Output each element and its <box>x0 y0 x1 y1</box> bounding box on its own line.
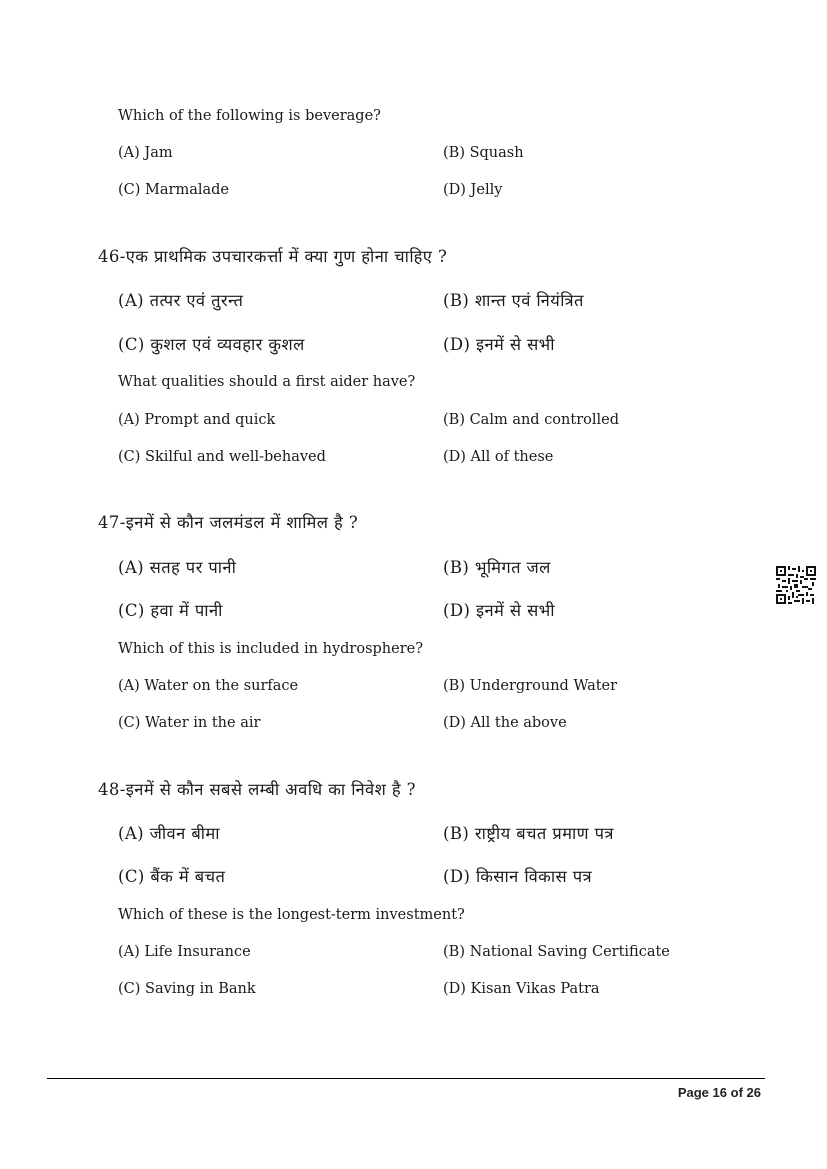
page-number-footer <box>678 1085 761 1100</box>
of-label: of <box>730 1085 743 1100</box>
q46-option-a-hi: (A) तत्पर एवं तुरन्त <box>118 291 244 310</box>
q48-option-d-hi: (D) किसान विकास पत्र <box>443 867 592 886</box>
q46-option-d-en: (D) All of these <box>443 449 554 465</box>
q47-option-a-en: (A) Water on the surface <box>118 678 299 694</box>
q48-option-c-hi: (C) बैंक में बचत <box>118 867 226 886</box>
q48-option-a-hi: (A) जीवन बीमा <box>118 824 220 843</box>
footer-divider <box>47 1078 765 1079</box>
page-number: 16 <box>712 1085 727 1100</box>
q48-option-d-en: (D) Kisan Vikas Patra <box>443 981 600 997</box>
q45-option-b-en: (B) Squash <box>443 145 524 161</box>
q45-option-d-en: (D) Jelly <box>443 182 503 198</box>
q47-option-b-hi: (B) भूमिगत जल <box>443 558 551 577</box>
q46-option-c-en: (C) Skilful and well-behaved <box>118 449 326 465</box>
q47-option-c-en: (C) Water in the air <box>118 715 261 731</box>
q46-question-en: What qualities should a first aider have? <box>118 374 416 390</box>
q45-question-en: Which of the following is beverage? <box>118 108 381 124</box>
qr-code-icon <box>776 566 816 604</box>
q47-option-c-hi: (C) हवा में पानी <box>118 601 223 620</box>
total-pages: 26 <box>746 1085 761 1100</box>
q47-option-b-en: (B) Underground Water <box>443 678 618 694</box>
q48-option-a-en: (A) Life Insurance <box>118 944 251 960</box>
q47-option-a-hi: (A) सतह पर पानी <box>118 558 237 577</box>
page-label: Page <box>677 1085 709 1100</box>
q45-option-a-en: (A) Jam <box>118 145 173 161</box>
q48-option-b-en: (B) National Saving Certificate <box>443 944 670 960</box>
q46-option-d-hi: (D) इनमें से सभी <box>443 335 555 354</box>
q45-option-c-en: (C) Marmalade <box>118 182 229 198</box>
q47-question-hi: 47-इनमें से कौन जलमंडल में शामिल है ? <box>98 513 359 532</box>
q46-option-a-en: (A) Prompt and quick <box>118 412 276 428</box>
q47-option-d-hi: (D) इनमें से सभी <box>443 601 555 620</box>
q47-question-en: Which of this is included in hydrosphere? <box>118 641 424 657</box>
q46-option-b-hi: (B) शान्त एवं नियंत्रित <box>443 291 584 310</box>
q48-question-en: Which of these is the longest-term investment? <box>118 907 465 923</box>
q48-option-b-hi: (B) राष्ट्रीय बचत प्रमाण पत्र <box>443 824 614 843</box>
q48-question-hi: 48-इनमें से कौन सबसे लम्बी अवधि का निवेश है ? <box>98 780 416 799</box>
q47-option-d-en: (D) All the above <box>443 715 567 731</box>
q46-option-c-hi: (C) कुशल एवं व्यवहार कुशल <box>118 335 305 354</box>
q46-option-b-en: (B) Calm and controlled <box>443 412 620 428</box>
q48-option-c-en: (C) Saving in Bank <box>118 981 256 997</box>
q46-question-hi: 46-एक प्राथमिक उपचारकर्त्ता में क्या गुण होना चाहिए ? <box>98 247 448 266</box>
